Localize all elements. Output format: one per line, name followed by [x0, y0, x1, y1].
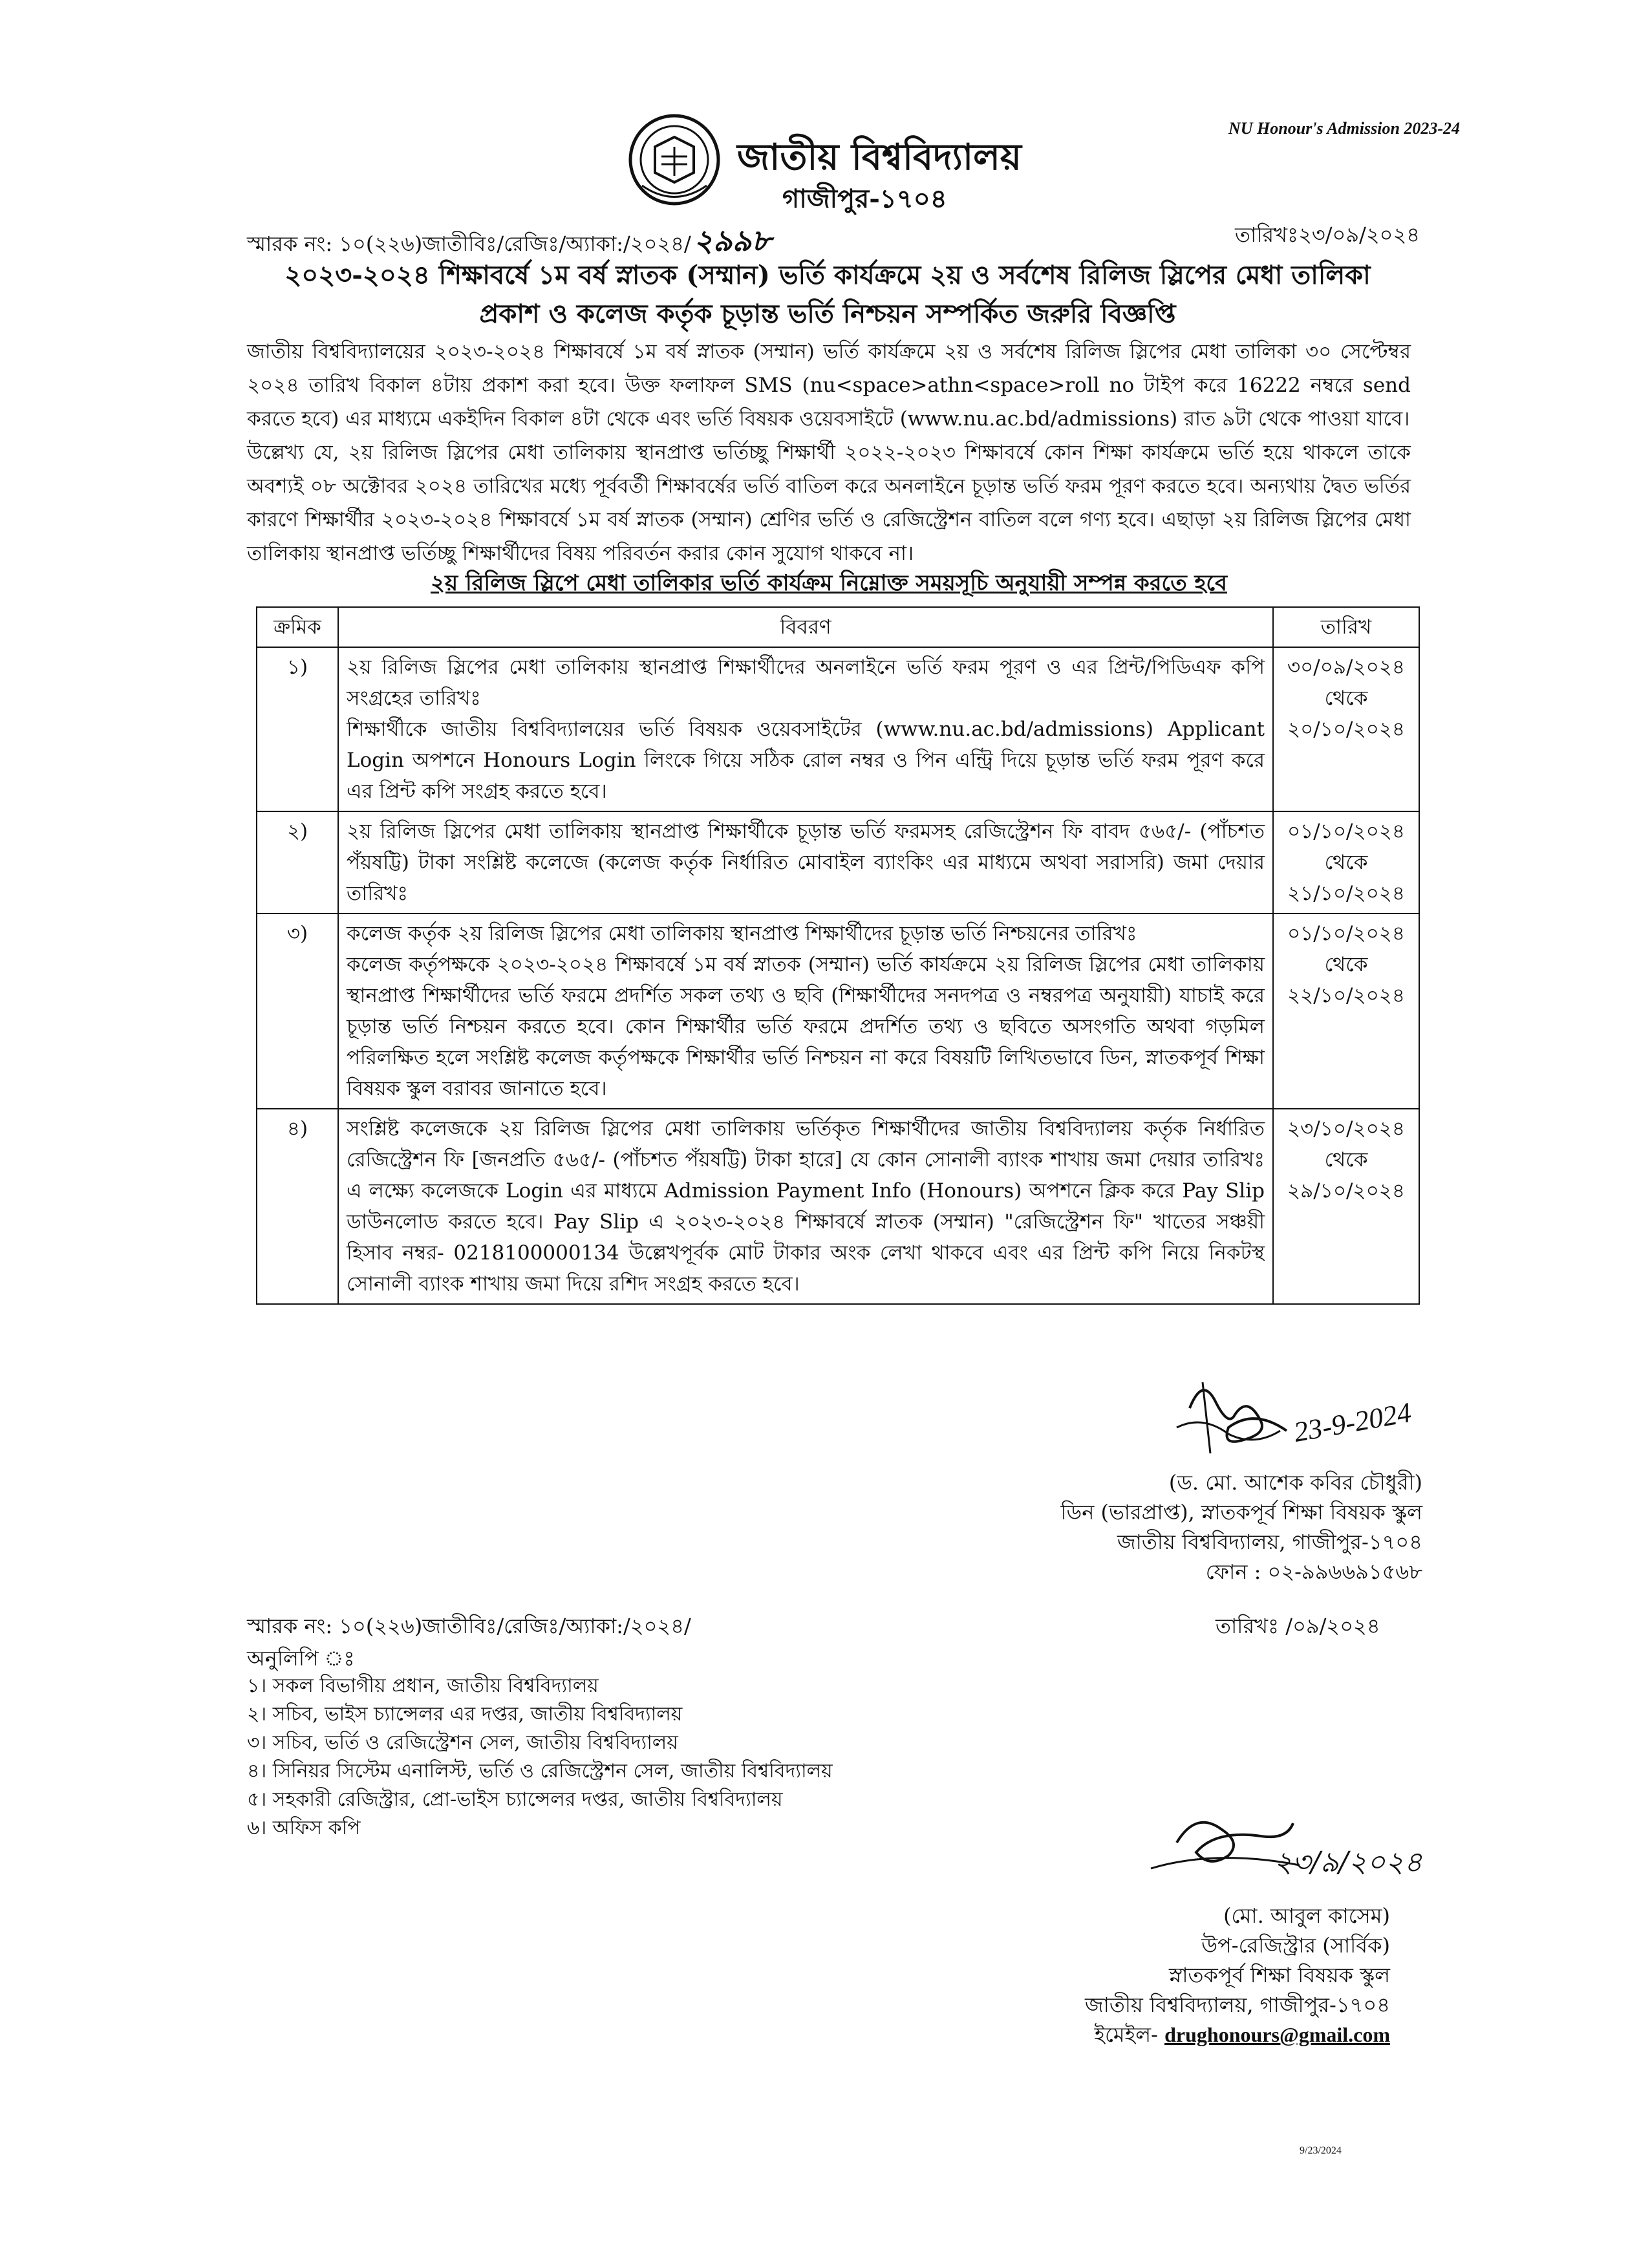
dean-signature-block: [905, 1468, 1422, 1587]
deputy-registrar-signature-date: ২৩/৯/২০২৪: [1274, 1846, 1422, 1879]
table-row: [257, 1109, 1419, 1304]
registrar-dept: স্নাতকপূর্ব শিক্ষা বিষয়ক স্কুল: [1168, 1963, 1390, 1987]
table-row: [257, 647, 1419, 811]
row-serial: ১): [257, 647, 338, 811]
dean-signature-image: [1164, 1369, 1435, 1466]
university-name: জাতীয় বিশ্ববিদ্যালয়: [737, 136, 1022, 178]
list-item: ৩। সচিব, ভর্তি ও রেজিস্ট্রেশন সেল, জাতীয় বিশ্ববিদ্যালয়: [247, 1731, 678, 1754]
date-to: ২২/১০/২০২৪: [1287, 984, 1406, 1007]
row-description: [338, 1109, 1273, 1304]
memo-prefix: স্মারক নং: ১০(২২৬)জাতীবিঃ/রেজিঃ/অ্যাকা:/২০২৪/: [247, 231, 691, 256]
notice-body: [247, 335, 1411, 570]
registrar-name: (মো. আবুল কাসেম): [1223, 1903, 1390, 1928]
print-date: 9/23/2024: [1300, 2145, 1342, 2156]
list-item: ৫। সহকারী রেজিস্ট্রার, প্রো-ভাইস চ্যান্সেলর দপ্তর, জাতীয় বিশ্ববিদ্যালয়: [247, 1788, 783, 1811]
dean-title: ডিন (ভারপ্রাপ্ত), স্নাতকপূর্ব শিক্ষা বিষয়ক স্কুল: [1060, 1500, 1422, 1524]
email-label: ইমেইল-: [1094, 2022, 1165, 2047]
date-to: ২১/১০/২০২৪: [1287, 882, 1406, 905]
copy-list: [247, 1672, 833, 1843]
dean-name: (ড. মো. আশেক কবির চৌধুরী): [1168, 1470, 1422, 1495]
dean-phone: ফোন : ০২-৯৯৬৬৯১৫৬৮: [1205, 1559, 1422, 1584]
row-date: [1273, 811, 1419, 914]
row-serial: ২): [257, 811, 338, 914]
table-row: [257, 811, 1419, 914]
deputy-registrar-signature-image: [1138, 1797, 1422, 1901]
date-from: ০১/১০/২০২৪: [1287, 820, 1406, 843]
list-item: ২। সচিব, ভাইস চ্যান্সেলর এর দপ্তর, জাতীয় বিশ্ববিদ্যালয়: [247, 1703, 683, 1726]
dean-signature-date: 23-9-2024: [1291, 1396, 1414, 1448]
university-address: গাজীপুর-১৭০৪: [782, 184, 947, 214]
row-description: [338, 811, 1273, 914]
email-link[interactable]: drughonours@gmail.com: [1164, 2023, 1390, 2046]
row-date: [1273, 914, 1419, 1109]
col-serial: ক্রমিক: [257, 607, 338, 647]
list-item: ১। সকল বিভাগীয় প্রধান, জাতীয় বিশ্ববিদ্যালয়: [247, 1674, 599, 1697]
copy-heading: অনুলিপি ঃ: [247, 1646, 355, 1671]
row-desc-line: শিক্ষার্থীকে জাতীয় বিশ্ববিদ্যালয়ের ভর্তি বিষয়ক ওয়েবসাইটের (www.nu.ac.bd/admissions) Applicant Login অপশনে Honours Login লিংকে গিয়ে সঠিক রোল নম্বর ও পিন এন্ট্রি দিয়ে চূড়ান্ত ভর্তি ফরম পূরণ করে এর প্রিন্ট কপি সংগ্রহ করতে হবে।: [347, 718, 1265, 803]
row-desc-line: ২য় রিলিজ স্লিপের মেধা তালিকায় স্থানপ্রাপ্ত শিক্ষার্থীকে চূড়ান্ত ভর্তি ফরমসহ রেজিস্ট্রেশন ফি বাবদ ৫৬৫/- (পাঁচশত পঁয়ষট্টি) টাকা সংশ্লিষ্ট কলেজে (কলেজ কর্তৃক নির্ধারিত মোবাইল ব্যাংকিং এর মাধ্যমে অথবা সরাসরি) জমা দেয়ার তারিখঃ: [347, 820, 1265, 905]
schedule-heading: ২য় রিলিজ স্লিপে মেধা তালিকার ভর্তি কার্যক্রম নিম্নোক্ত সময়সূচি অনুযায়ী সম্পন্ন করতে হবে: [430, 570, 1228, 596]
registrar-title: উপ-রেজিস্ট্রার (সার্বিক): [1201, 1933, 1390, 1958]
row-serial: ৪): [257, 1109, 338, 1304]
date-mid: থেকে: [1324, 687, 1368, 710]
date-to: ২০/১০/২০২৪: [1287, 718, 1406, 741]
body-paragraph-1: জাতীয় বিশ্ববিদ্যালয়ের ২০২৩-২০২৪ শিক্ষাবর্ষে ১ম বর্ষ স্নাতক (সম্মান) ভর্তি কার্যক্রমে ২য় ও সর্বশেষ রিলিজ স্লিপের মেধা তালিকা ৩০ সেপ্টেম্বর ২০২৪ তারিখ বিকাল ৪টায় প্রকাশ করা হবে। উক্ত ফলাফল SMS (nu<space>athn<space>roll no টাইপ করে 16222 নম্বরে send করতে হবে) এর মাধ্যমে একইদিন বিকাল ৪টা থেকে এবং ভর্তি বিষয়ক ওয়েবসাইটে (www.nu.ac.bd/admissions) রাত ৯টা থেকে পাওয়া যাবে।: [247, 340, 1411, 431]
university-seal-logo: [626, 111, 723, 208]
row-desc-line: সংশ্লিষ্ট কলেজকে ২য় রিলিজ স্লিপের মেধা তালিকায় ভর্তিকৃত শিক্ষার্থীদের জাতীয় বিশ্ববিদ্যালয় কর্তৃক নির্ধারিত রেজিস্ট্রেশন ফি [জনপ্রতি ৫৬৫/- (পাঁচশত পঁয়ষট্টি) টাকা হারে] যে কোন সোনালী ব্যাংক শাখায় জমা দেয়ার তারিখঃ এ লক্ষ্যে কলেজকে Login এর মাধ্যমে Admission Payment Info (Honours) অপশনে ক্লিক করে Pay Slip ডাউনলোড করতে হবে। Pay Slip এ ২০২৩-২০২৪ শিক্ষাবর্ষে স্নাতক (সম্মান) "রেজিস্ট্রেশন ফি" খাতের সঞ্চয়ী হিসাব নম্বর- 0218100000134 উল্লেখপূর্বক মোট টাকার অংক লেখা থাকবে এবং এর প্রিন্ট কপি নিয়ে নিকটস্থ সোনালী ব্যাংক শাখায় জমা দিয়ে রশিদ সংগ্রহ করতে হবে।: [347, 1117, 1265, 1296]
schedule-header-row: [257, 607, 1419, 647]
date-from: ৩০/০৯/২০২৪: [1287, 656, 1406, 679]
date-mid: থেকে: [1324, 851, 1368, 874]
schedule-table: [256, 606, 1420, 1305]
col-date: তারিখ: [1273, 607, 1419, 647]
date-to: ২৯/১০/২০২৪: [1287, 1179, 1406, 1203]
list-item: ৪। সিনিয়র সিস্টেম এনালিস্ট, ভর্তি ও রেজিস্ট্রেশন সেল, জাতীয় বিশ্ববিদ্যালয়: [247, 1760, 833, 1782]
copy-date: তারিখঃ /০৯/২০২৪: [1216, 1614, 1380, 1638]
row-serial: ৩): [257, 914, 338, 1109]
notice-date: তারিখঃ২৩/০৯/২০২৪: [1235, 222, 1420, 247]
date-from: ২৩/১০/২০২৪: [1287, 1117, 1406, 1140]
dean-org: জাতীয় বিশ্ববিদ্যালয়, গাজীপুর-১৭০৪: [1117, 1530, 1422, 1554]
deputy-registrar-signature-block: [841, 1901, 1390, 2049]
copy-memo-number: স্মারক নং: ১০(২২৬)জাতীবিঃ/রেজিঃ/অ্যাকা:/২০২৪/: [247, 1614, 691, 1638]
list-item: ৬। অফিস কপি: [247, 1817, 361, 1839]
row-desc-line: কলেজ কর্তৃক ২য় রিলিজ স্লিপের মেধা তালিকায় স্থানপ্রাপ্ত শিক্ষার্থীদের চূড়ান্ত ভর্তি নিশ্চয়নের তারিখঃ: [347, 922, 1137, 945]
row-date: [1273, 647, 1419, 811]
row-date: [1273, 1109, 1419, 1304]
col-description: বিবরণ: [338, 607, 1273, 647]
registrar-email-line: [841, 2020, 1390, 2049]
memo-handwritten-number: ২৯৯৮: [693, 223, 771, 258]
date-mid: থেকে: [1324, 1148, 1368, 1171]
row-desc-line: ২য় রিলিজ স্লিপের মেধা তালিকায় স্থানপ্রাপ্ত শিক্ষার্থীদের অনলাইনে ভর্তি ফরম পূরণ ও এর প্রিন্ট/পিডিএফ কপি সংগ্রহের তারিখঃ: [347, 656, 1265, 710]
admission-tag: NU Honour's Admission 2023-24: [1228, 119, 1461, 138]
notice-title: ২০২৩-২০২৪ শিক্ষাবর্ষে ১ম বর্ষ স্নাতক (সম্মান) ভর্তি কার্যক্রমে ২য় ও সর্বশেষ রিলিজ স্লিপের মেধা তালিকা প্রকাশ ও কলেজ কর্তৃক চূড়ান্ত ভর্তি নিশ্চয়ন সম্পর্কিত জরুরি বিজ্ঞপ্তি: [284, 260, 1371, 329]
body-paragraph-2: উল্লেখ্য যে, ২য় রিলিজ স্লিপের মেধা তালিকায় স্থানপ্রাপ্ত ভর্তিচ্ছু শিক্ষার্থী ২০২২-২০২৩ শিক্ষাবর্ষে কোন শিক্ষা কার্যক্রমে ভর্তি হয়ে থাকলে তাকে অবশ্যই ০৮ অক্টোবর ২০২৪ তারিখের মধ্যে পূর্ববর্তী শিক্ষাবর্ষের ভর্তি বাতিল করে অনলাইনে চূড়ান্ত ভর্তি ফরম পূরণ করতে হবে। অন্যথায় দ্বৈত ভর্তির কারণে শিক্ষার্থীর ২০২৩-২০২৪ শিক্ষাবর্ষে ১ম বর্ষ স্নাতক (সম্মান) শ্রেণির ভর্তি ও রেজিস্ট্রেশন বাতিল বলে গণ্য হবে। এছাড়া ২য় রিলিজ স্লিপের মেধা তালিকায় স্থানপ্রাপ্ত ভর্তিচ্ছু শিক্ষার্থীদের বিষয় পরিবর্তন করার কোন সুযোগ থাকবে না।: [247, 441, 1411, 565]
date-mid: থেকে: [1324, 953, 1368, 976]
date-from: ০১/১০/২০২৪: [1287, 922, 1406, 945]
table-row: [257, 914, 1419, 1109]
row-description: [338, 914, 1273, 1109]
row-desc-line: কলেজ কর্তৃপক্ষকে ২০২৩-২০২৪ শিক্ষাবর্ষে ১ম বর্ষ স্নাতক (সম্মান) ভর্তি কার্যক্রমে ২য় রিলিজ স্লিপের মেধা তালিকায় স্থানপ্রাপ্ত শিক্ষার্থীদের ভর্তি ফরমে প্রদর্শিত সকল তথ্য ও ছবি (শিক্ষার্থীদের সনদপত্র ও নম্বরপত্র অনুযায়ী) যাচাই করে চূড়ান্ত ভর্তি নিশ্চয়ন করতে হবে। কোন শিক্ষার্থীর ভর্তি ফরমে প্রদর্শিত তথ্য ও ছবিতে অসংগতি অথবা গড়মিল পরিলক্ষিত হলে সংশ্লিষ্ট কলেজ কর্তৃপক্ষকে শিক্ষার্থীর ভর্তি নিশ্চয়ন না করে বিষয়টি লিখিতভাবে ডিন, স্নাতকপূর্ব শিক্ষা বিষয়ক স্কুল বরাবর জানাতে হবে।: [347, 953, 1265, 1100]
registrar-org: জাতীয় বিশ্ববিদ্যালয়, গাজীপুর-১৭০৪: [1084, 1993, 1390, 2017]
row-description: [338, 647, 1273, 811]
